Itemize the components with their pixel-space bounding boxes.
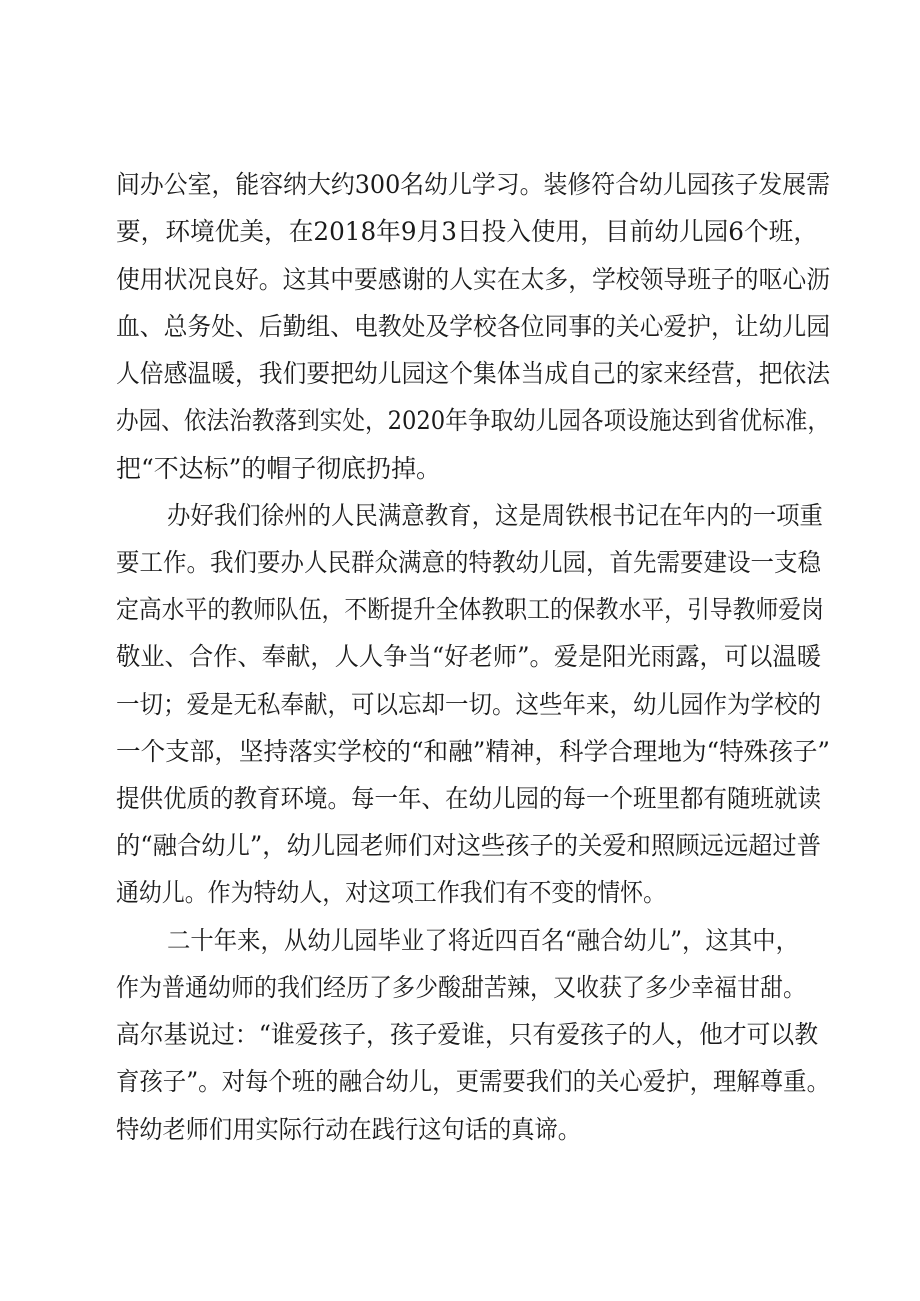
text-line-content: 一个支部，坚持落实学校的“和融”精神，科学合理地为“特殊孩子”	[116, 737, 830, 766]
text-line-content: 要，环境优美，在2018年9月3日投入使用，目前幼儿园6个班，	[116, 217, 818, 246]
text-line-content: 提供优质的教育环境。每一年、在幼儿园的每一个班里都有随班就读	[116, 784, 821, 813]
text-line	[0, 590, 920, 630]
text-line-content: 通幼儿。作为特幼人，对这项工作我们有不变的情怀。	[116, 878, 666, 907]
text-line	[0, 496, 920, 536]
text-line-content: 要工作。我们要办人民群众满意的特教幼儿园，首先需要建设一支稳	[116, 548, 821, 577]
text-line-content: 把“不达标”的帽子彻底扔掉。	[116, 454, 441, 483]
text-line-content: 的“融合幼儿”，幼儿园老师们对这些孩子的关爱和照顾远远超过普	[116, 831, 821, 860]
text-line-content: 定高水平的教师队伍，不断提升全体教职工的保教水平，引导教师爱岗	[116, 595, 824, 624]
text-line	[0, 637, 920, 677]
text-line-content: 高尔基说过：“谁爱孩子，孩子爱谁，只有爱孩子的人，他才可以教	[116, 1020, 818, 1049]
text-line	[0, 543, 920, 583]
text-line	[0, 165, 920, 205]
text-line	[0, 968, 920, 1008]
text-line	[0, 921, 920, 961]
text-line-content: 使用状况良好。这其中要感谢的人实在太多，学校领导班子的呕心沥	[116, 265, 830, 294]
text-line-content: 血、总务处、后勤组、电教处及学校各位同事的关心爱护，让幼儿园	[116, 312, 830, 341]
text-line-content: 育孩子”。对每个班的融合幼儿，更需要我们的关心爱护，理解尊重。	[116, 1067, 830, 1096]
text-line	[0, 732, 920, 772]
text-line	[0, 401, 920, 441]
text-line	[0, 1062, 920, 1102]
text-line	[0, 260, 920, 300]
text-line	[0, 1015, 920, 1055]
text-line	[0, 449, 920, 489]
text-line-content: 间办公室，能容纳大约300名幼儿学习。装修符合幼儿园孩子发展需	[116, 170, 830, 199]
text-line	[0, 354, 920, 394]
text-line-content: 作为普通幼师的我们经历了多少酸甜苦辣，又收获了多少幸福甘甜。	[116, 973, 806, 1002]
text-line-content: 一切；爱是无私奉献，可以忘却一切。这些年来，幼儿园作为学校的	[116, 690, 821, 719]
text-line	[0, 685, 920, 725]
text-line	[0, 779, 920, 819]
text-line-content: 二十年来，从幼儿园毕业了将近四百名“融合幼儿”，这其中，	[167, 926, 799, 955]
text-line	[0, 307, 920, 347]
text-line	[0, 873, 920, 913]
text-line-content: 特幼老师们用实际行动在践行这句话的真谛。	[116, 1115, 581, 1144]
text-line-content: 办园、依法治教落到实处，2020年争取幼儿园各项设施达到省优标准，	[116, 406, 830, 435]
text-line	[0, 212, 920, 252]
text-line	[0, 1110, 920, 1150]
text-line	[0, 826, 920, 866]
text-line-content: 敬业、合作、奉献，人人争当“好老师”。爱是阳光雨露，可以温暖	[116, 642, 821, 671]
text-line-content: 人倍感温暖，我们要把幼儿园这个集体当成自己的家来经营，把依法	[116, 359, 830, 388]
text-line-content: 办好我们徐州的人民满意教育，这是周铁根书记在年内的一项重	[167, 501, 823, 530]
